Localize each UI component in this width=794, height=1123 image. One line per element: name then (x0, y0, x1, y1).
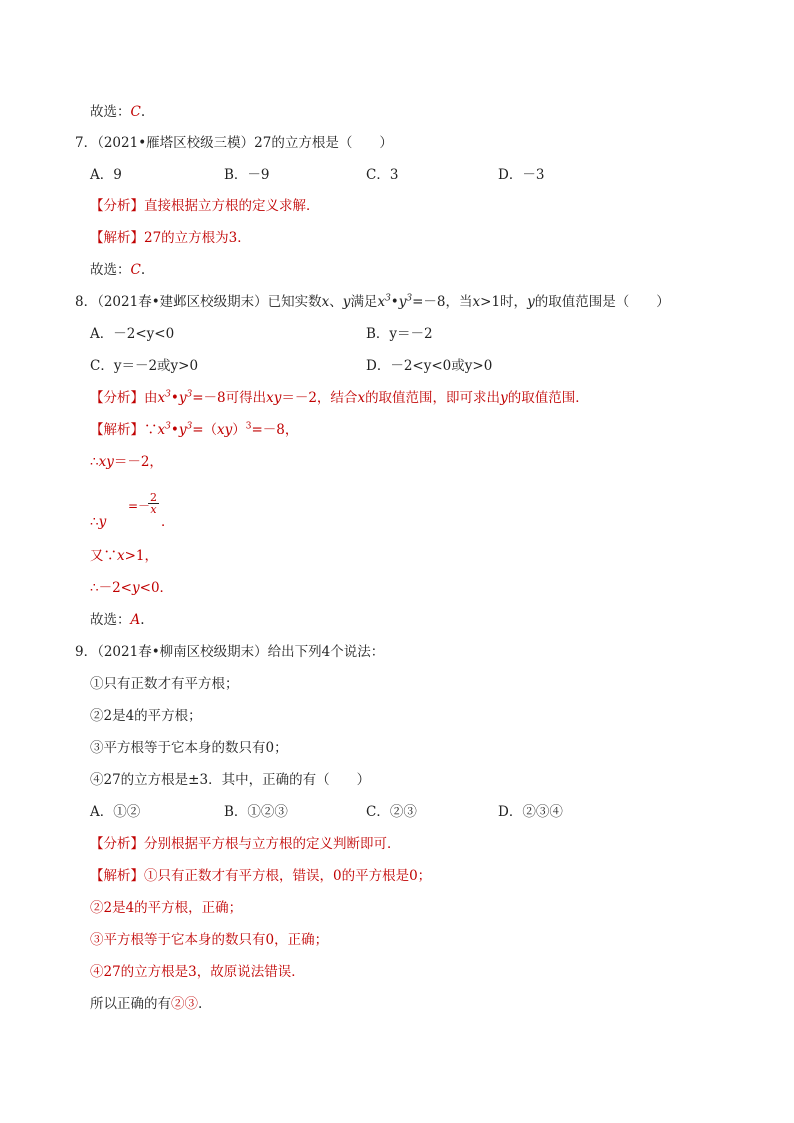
analysis-text: 分别根据平方根与立方根的定义判断即可． (144, 836, 401, 852)
solution-text: >1， (124, 548, 159, 564)
solution-text: ∴－2< (90, 580, 132, 596)
analysis-text: 的取值范围，即可求出 (365, 390, 501, 406)
q9-statement-2: ②2是4的平方根； (90, 708, 202, 724)
var-y: y (527, 294, 535, 310)
q9-solution-line3 (90, 930, 328, 950)
question-text: >1时， (480, 294, 528, 310)
q7-option-c: C．3 (366, 167, 399, 183)
q9-analysis (90, 834, 401, 854)
q9-option-c: C．②③ (366, 804, 417, 820)
question-7-stem (75, 133, 393, 153)
because-symbol: ∵ (144, 422, 158, 438)
solution-text: 2是4的平方根，正确； (103, 900, 243, 916)
period: . (198, 996, 203, 1012)
q9-option-b: B．①②③ (224, 804, 288, 820)
comma: 、 (329, 294, 343, 310)
q8-option-d: D．－2<y<0或y>0 (366, 358, 493, 374)
expr-xy: xy (98, 454, 114, 470)
q8-solution-line5 (90, 578, 173, 598)
question-number: 7． (75, 135, 98, 151)
q7-option-d: D．－3 (498, 167, 545, 183)
answer-label: 故选： (90, 104, 131, 120)
answer-label: 故选： (90, 262, 131, 278)
answer-label: 故选： (90, 612, 131, 628)
solution-text: 只有正数才有平方根，错误，0的平方根是0； (157, 868, 432, 884)
solution-tag: 【解析】 (90, 422, 144, 438)
q8-option-c: C．y＝－2或y>0 (90, 358, 199, 374)
solution-text: 又∵ (90, 548, 117, 564)
period: ． (161, 514, 175, 530)
question-text: 的取值范围是（ ） (534, 294, 670, 310)
var-y: y (132, 580, 140, 596)
question-text: =－8，当 (412, 294, 473, 310)
var-x: x (117, 548, 125, 564)
solution-tag: 【解析】 (90, 230, 144, 246)
period: . (140, 262, 146, 278)
q9-final (90, 994, 202, 1014)
answer-value: C (130, 262, 141, 278)
circled-2: ② (90, 900, 104, 916)
circled-4: ④ (90, 964, 104, 980)
q9-solution-line1 (90, 866, 431, 886)
q8-solution-line1: 【解析】$\because x^3•y^3=(xy)^3=-8$， (90, 421, 299, 438)
question-source: （2021春•柳南区校级期末） (97, 644, 268, 660)
q7-option-b: B．－9 (224, 167, 270, 183)
q8-fraction-prefix: =－ (128, 499, 151, 513)
analysis-text: 直接根据立方根的定义求解． (144, 198, 320, 214)
analysis-tag: 【分析】 (90, 198, 144, 214)
period: . (140, 612, 145, 628)
q9-statement-3: ③平方根等于它本身的数只有0； (90, 740, 288, 756)
question-text: 满足 (350, 294, 378, 310)
var-y: y (342, 294, 351, 310)
q8-answer (90, 610, 145, 630)
expr-xy: xy (217, 422, 233, 438)
solution-tag: 【解析】 (90, 868, 144, 884)
q8-analysis (90, 388, 589, 408)
q7-option-a: A．9 (90, 167, 122, 183)
therefore-symbol: ∴ (90, 514, 99, 530)
answer-value: C (130, 104, 141, 120)
question-text: 已知实数 (267, 294, 322, 310)
question-text: 27的立方根是（ ） (254, 135, 393, 151)
final-text: 所以正确的有 (90, 996, 171, 1012)
q8-solution-line2 (90, 452, 163, 472)
var-y: y (98, 514, 107, 530)
var-y: y (500, 390, 508, 406)
period: . (140, 104, 146, 120)
question-number: 8． (75, 294, 98, 310)
solution-text: ＝－2， (113, 454, 163, 470)
solution-text: =－8， (251, 422, 299, 438)
answer-value: A (130, 612, 141, 628)
q8-solution-line3 (90, 512, 106, 532)
final-answer: ②③ (171, 996, 198, 1012)
q9-solution-line4 (90, 962, 305, 982)
q8-fraction (148, 492, 159, 515)
var-x: x (472, 294, 481, 310)
question-source: （2021春•建邺区校级期末） (97, 294, 268, 310)
question-9-stem (75, 642, 384, 662)
therefore-symbol: ∴ (90, 454, 99, 470)
q8-solution-line4 (90, 546, 158, 566)
expr-x3y3: $x^3•y^3$ (157, 389, 193, 406)
solution-text: 27的立方根为3． (144, 230, 251, 246)
analysis-text: ＝－2，结合 (281, 390, 358, 406)
fraction-numerator: 2 (150, 491, 157, 504)
question-8-stem (75, 292, 670, 312)
prev-answer-line (90, 102, 145, 122)
circled-3: ③ (90, 932, 104, 948)
analysis-text: =－8可得出 (192, 390, 267, 406)
q9-solution-line2 (90, 898, 242, 918)
question-text: 给出下列4个说法： (267, 644, 385, 660)
expr-x3y3: $x^3•y^3$ (377, 293, 413, 310)
q7-solution (90, 228, 251, 248)
circled-1: ① (144, 868, 158, 884)
q8-option-b: B．y＝－2 (366, 326, 433, 342)
expr-x3y3: $x^3•y^3$ (157, 421, 193, 438)
q7-answer (90, 260, 145, 280)
analysis-tag: 【分析】 (90, 836, 144, 852)
q9-statement-1: ①只有正数才有平方根； (90, 676, 239, 692)
var-x: x (357, 390, 366, 406)
solution-text: =（ (192, 422, 217, 438)
solution-text: 27的立方根是3，故原说法错误． (103, 964, 305, 980)
q8-option-a: A．－2<y<0 (90, 326, 175, 342)
question-number: 9． (75, 644, 98, 660)
var-x: x (321, 294, 330, 310)
q9-option-a: A．①② (90, 804, 141, 820)
expr-xy: xy (266, 390, 282, 406)
q9-option-d: D．②③④ (498, 804, 563, 820)
solution-text: 平方根等于它本身的数只有0，正确； (103, 932, 329, 948)
analysis-text: 的取值范围． (507, 390, 589, 406)
solution-text: ） (232, 422, 246, 438)
analysis-tag: 【分析】 (90, 390, 144, 406)
fraction-denominator: x (150, 503, 157, 516)
solution-text: <0． (139, 580, 174, 596)
question-source: （2021•雁塔区校级三模） (97, 135, 255, 151)
q9-statement-4: ④27的立方根是±3．其中，正确的有（ ） (90, 772, 371, 788)
analysis-text: 由 (144, 390, 158, 406)
q7-analysis (90, 196, 320, 216)
